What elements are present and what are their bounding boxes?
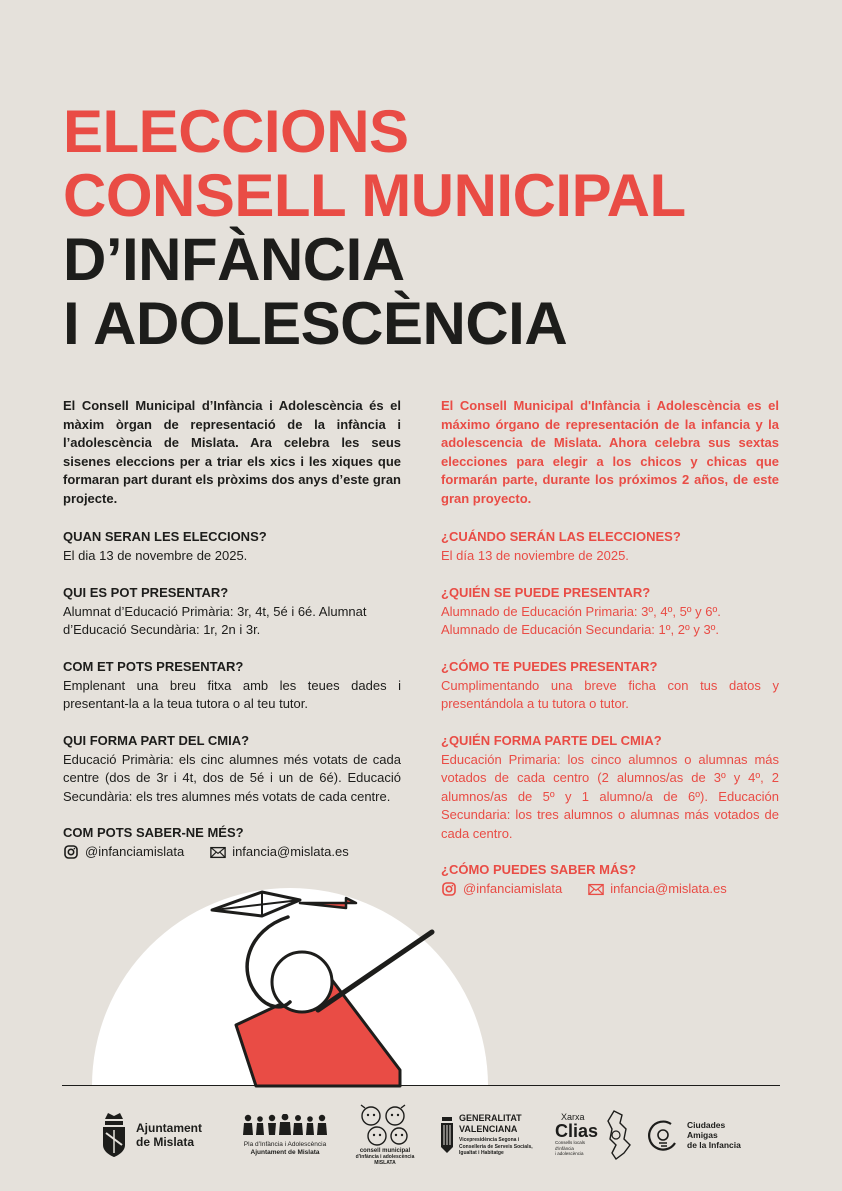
section-body: El día 13 de noviembre de 2025. (441, 548, 629, 563)
xarxa-line-4: d'infància (555, 1145, 574, 1151)
poster-title (63, 100, 686, 356)
spanish-section-when (441, 528, 779, 566)
xarxa-line-5: i adolescència (555, 1151, 584, 1157)
generalitat-line-2: VALENCIANA (459, 1124, 518, 1135)
head-circle (272, 952, 332, 1012)
spanish-column (441, 397, 779, 917)
logo-pla-infancia (235, 1100, 335, 1170)
logo-generalitat (440, 1100, 560, 1170)
children-figures-icon (242, 1114, 328, 1138)
section-heading: QUI ES POT PRESENTAR? (63, 584, 229, 600)
logo-ciudades-amigas (645, 1100, 765, 1170)
consell-line-1: consell municipal (359, 1148, 411, 1154)
logos-footer (60, 1100, 780, 1170)
section-heading: ¿CÓMO PUEDES SABER MÁS? (441, 862, 637, 877)
ciudades-line-3: de la Infancia (687, 1140, 741, 1150)
contact-row (63, 843, 401, 862)
valencian-section-how (63, 658, 401, 714)
ballot-illustration (0, 870, 842, 1090)
ciudades-amigas-icon (645, 1117, 681, 1153)
generalitat-line-3: Vicepresidència Segona i (459, 1137, 520, 1144)
section-heading: ¿CÓMO TE PUEDES PRESENTAR? (441, 658, 658, 674)
generalitat-emblem-icon (440, 1117, 454, 1153)
section-body: Emplenant una breu fitxa amb les teues dades i presentant-la a la teua tutora o al teu tutor. (63, 677, 401, 711)
title-line-1: ELECCIONS (63, 98, 409, 165)
title-line-3: D’INFÀNCIA (63, 226, 405, 293)
email-address[interactable]: infancia@mislata.es (232, 844, 349, 859)
ajuntament-line-1: Ajuntament (136, 1121, 202, 1135)
valencian-section-when (63, 528, 401, 566)
pla-line-1: Pla d’Infància i Adolescència (243, 1140, 327, 1148)
ciudades-line-2: Amigas (687, 1130, 718, 1140)
section-body: Alumnado de Educación Primaria: 3º, 4º, 5º y 6º. Alumnado de Educación Secundaria: 1º, 2º y 3º. (441, 603, 721, 637)
ajuntament-line-2: de Mislata (136, 1135, 195, 1149)
valencian-section-members (63, 732, 401, 807)
spanish-section-members (441, 732, 779, 844)
valencian-section-more (63, 824, 401, 862)
section-body: Alumnat d’Educació Primària: 3r, 4t, 5é i 6é. Alumnat d’Educació Secundària: 1r, 2n i 3r. (63, 603, 367, 637)
xarxa-line-3: Consells locals (555, 1140, 586, 1146)
logo-consell-municipal (350, 1100, 420, 1170)
footer-divider (62, 1085, 780, 1086)
email-icon (210, 844, 226, 860)
section-body: El dia 13 de novembre de 2025. (63, 548, 248, 563)
logo-ajuntament (100, 1100, 220, 1170)
section-heading: COM POTS SABER-NE MÉS? (63, 825, 244, 840)
valencian-column (63, 397, 401, 880)
section-body: Educación Primaria: los cinco alumnos o alumnas más votados de cada centro (2 alumnos/as de 3º y 4º, 2 alumnos/as de 5º y 1 alumno/a de 6º). Educación Secundaria: los tres alumnos o alumnas más votados de cada centro. (441, 751, 779, 841)
mislata-crest-icon (100, 1111, 128, 1159)
xarxa-line-2: Clias (555, 1121, 599, 1142)
valencian-intro: El Consell Municipal d’Infància i Adolescència és el màxim òrgan de representació de la infància i l’adolescència de Mislata. Ara celebra les seus sisenes eleccions per a triar els xics i les xiques que formaran part durant els pròxims dos anys d’este gran projecte. (63, 398, 401, 506)
title-line-2: CONSELL MUNICIPAL (63, 162, 686, 229)
generalitat-line-5: Igualtat i Habitatge (459, 1150, 504, 1157)
spanish-section-how (441, 658, 779, 714)
spanish-section-who-can (441, 584, 779, 640)
title-line-4: I ADOLESCÈNCIA (63, 290, 568, 357)
email-address[interactable]: infancia@mislata.es (610, 881, 727, 896)
ciudades-line-1: Ciudades (687, 1120, 726, 1130)
xarxa-line-1: Xarxa (561, 1112, 585, 1123)
valencian-section-who-can (63, 584, 401, 640)
section-heading: ¿QUIÉN SE PUEDE PRESENTAR? (441, 584, 651, 600)
section-heading: ¿QUIÉN FORMA PARTE DEL CMIA? (441, 732, 662, 748)
instagram-handle[interactable]: @infanciamislata (85, 844, 185, 859)
generalitat-line-4: Conselleria de Serveis Socials, (459, 1143, 533, 1150)
section-heading: ¿CUÁNDO SERÁN LAS ELECCIONES? (441, 529, 681, 544)
consell-line-3: MISLATA (374, 1160, 396, 1166)
section-heading: COM ET POTS PRESENTAR? (63, 658, 244, 674)
section-body: Cumplimentando una breve ficha con tus datos y presentándola a tu tutora o tutor. (441, 677, 779, 711)
section-heading: QUAN SERAN LES ELECCIONS? (63, 529, 267, 544)
instagram-handle[interactable]: @infanciamislata (463, 881, 563, 896)
consell-line-2: d'infància i adolescència (355, 1154, 415, 1160)
logo-xarxa-clias (555, 1100, 645, 1170)
pla-line-2: Ajuntament de Mislata (250, 1148, 320, 1156)
instagram-icon (63, 844, 79, 860)
valencia-map-icon (602, 1109, 632, 1161)
generalitat-line-1: GENERALITAT (459, 1113, 522, 1124)
spanish-intro: El Consell Municipal d'Infància i Adolescència es el máximo órgano de representación de la infancia y la adolescencia de Mislata. Ahora celebra sus sextas elecciones para elegir a los chicos y chicas que formarán parte, durante los próximos 2 años, de este gran proyecto. (441, 398, 779, 506)
section-heading: QUI FORMA PART DEL CMIA? (63, 732, 250, 748)
section-body: Educació Primària: els cinc alumnes més votats de cada centre (dos de 3r i 4t, dos de 5é i un de 6é). Educació Secundària: els tres alumnes més votats de cada centre. (63, 751, 401, 804)
consell-kids-icon (355, 1104, 415, 1148)
